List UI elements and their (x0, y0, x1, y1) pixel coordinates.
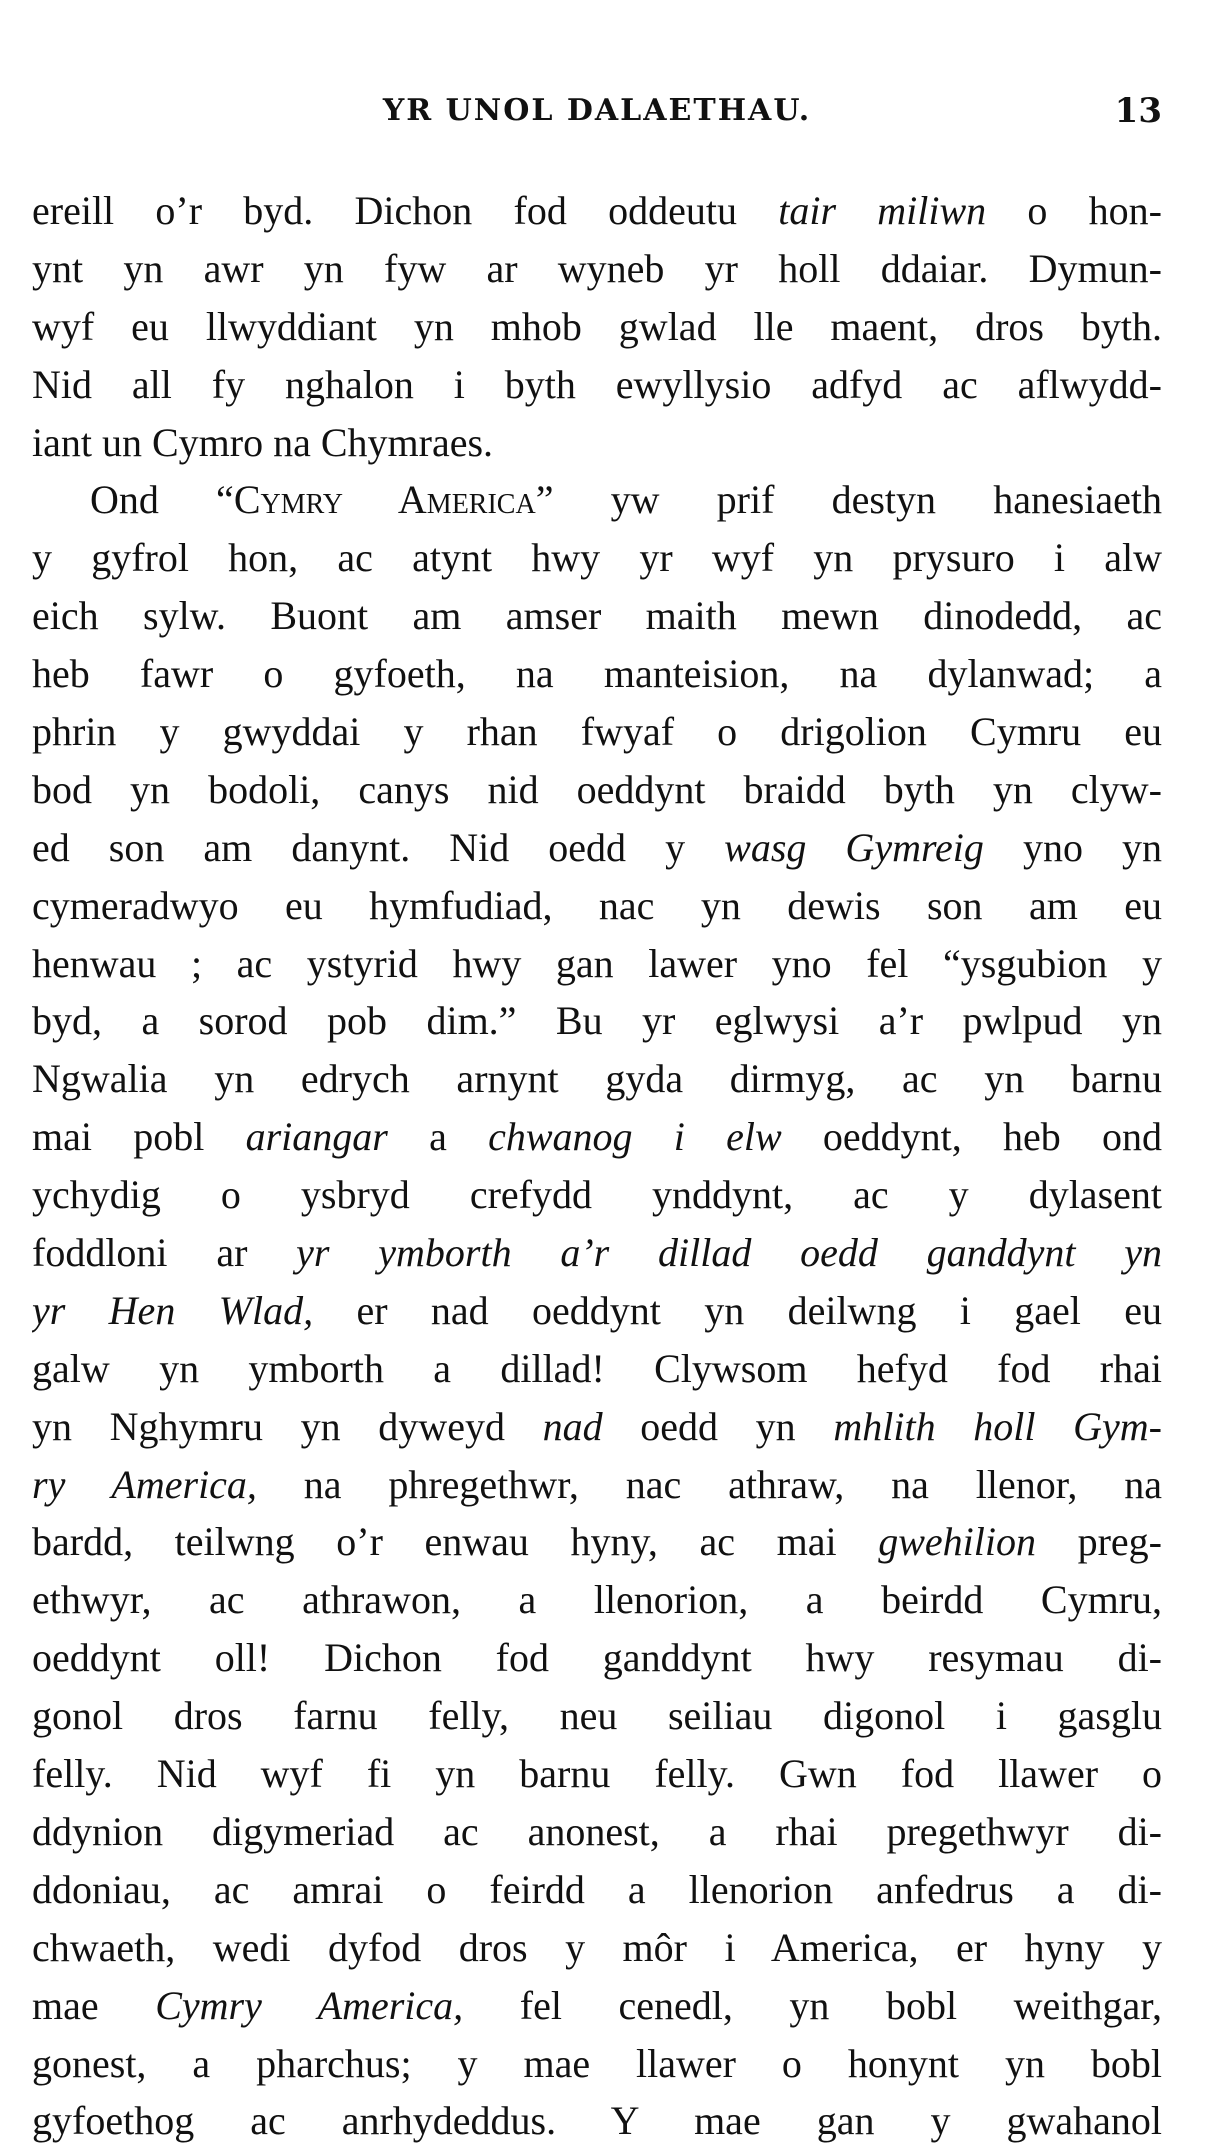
text-run: preg- (1036, 1519, 1162, 1565)
text-line (32, 819, 1162, 877)
text-line (32, 1571, 1162, 1629)
small-caps-run: Cymry America (233, 477, 536, 523)
text-run: galw yn ymborth a dillad! Clywsom hefyd fod rhai (32, 1345, 1162, 1391)
text-line (32, 1803, 1162, 1861)
text-run: iant un Cymro na Chymraes. (32, 419, 494, 465)
body-text (32, 182, 1162, 2150)
page-number: 13 (1114, 91, 1162, 131)
text-line (32, 1745, 1162, 1803)
italic-run: nad (542, 1403, 603, 1449)
text-run: eich sylw. Buont am amser maith mewn dinodedd, ac (32, 593, 1162, 639)
italic-run: gwehilion (878, 1519, 1036, 1565)
text-run: gyfoethog ac anrhydeddus. Y mae gan y gwahanol (32, 2098, 1162, 2144)
text-line (32, 1050, 1162, 1108)
text-line (32, 182, 1162, 240)
text-line (32, 1108, 1162, 1166)
text-run: ed son am danynt. Nid oedd y (32, 824, 725, 870)
italic-run: wasg Gymreig (724, 824, 984, 870)
text-run: bardd, teilwng o’r enwau hyny, ac mai (32, 1519, 879, 1565)
text-run: oedd yn (602, 1403, 834, 1449)
text-run: phrin y gwyddai y rhan fwyaf o drigolion Cymru eu (32, 709, 1162, 755)
text-line (32, 1977, 1162, 2035)
text-line (32, 1629, 1162, 1687)
text-run: foddloni ar (32, 1230, 297, 1276)
text-run: er nad oeddynt yn deilwng i gael eu (313, 1287, 1162, 1333)
text-run: henwau ; ac ystyrid hwy gan lawer yno fel “ysgubion y (32, 940, 1162, 986)
text-line (32, 587, 1162, 645)
text-line (32, 1687, 1162, 1745)
text-line (32, 1340, 1162, 1398)
text-line (32, 1398, 1162, 1456)
text-run: gonest, a pharchus; y mae llawer o honynt yn bobl (32, 2040, 1162, 2086)
text-run: heb fawr o gyfoeth, na manteision, na dylanwad; a (32, 651, 1162, 697)
text-line (32, 877, 1162, 935)
text-run: felly. Nid wyf fi yn barnu felly. Gwn fod llawer o (32, 1751, 1162, 1797)
text-run: Ngwalia yn edrych arnynt gyda dirmyg, ac yn barnu (32, 1056, 1162, 1102)
text-line (32, 414, 1162, 472)
running-head (32, 86, 1162, 136)
text-run: fel cenedl, yn bobl weithgar, (463, 1982, 1162, 2028)
text-line (32, 2092, 1162, 2150)
text-run: ddynion digymeriad ac anonest, a rhai pregethwyr di- (32, 1808, 1162, 1854)
text-run: o hon- (986, 188, 1162, 233)
italic-run: mhlith holl Gym- (833, 1403, 1162, 1449)
text-line (32, 1919, 1162, 1977)
text-line (32, 2035, 1162, 2093)
text-run: gonol dros farnu felly, neu seiliau digonol i gasglu (32, 1693, 1162, 1739)
text-run: na phregethwr, nac athraw, na llenor, na (256, 1461, 1162, 1507)
text-line (32, 1166, 1162, 1224)
text-run: yn Nghymru yn dyweyd (32, 1403, 543, 1449)
text-run: chwaeth, wedi dyfod dros y môr i America, er hyny y (32, 1924, 1162, 1970)
text-run: ychydig o ysbryd crefydd ynddynt, ac y dylasent (32, 1172, 1162, 1218)
text-run: yno yn (983, 824, 1162, 870)
italic-run: Cymry America, (155, 1982, 464, 2028)
text-run: byd, a sorod pob dim.” Bu yr eglwysi a’r pwlpud yn (32, 998, 1162, 1044)
italic-run: yr Hen Wlad, (32, 1287, 314, 1333)
text-run: a (387, 1114, 489, 1160)
text-run: oeddynt oll! Dichon fod ganddynt hwy resymau di- (32, 1635, 1162, 1681)
text-run: ereill o’r byd. Dichon fod oddeutu (32, 188, 779, 233)
text-line (32, 1282, 1162, 1340)
text-line (32, 1224, 1162, 1282)
text-run: ddoniau, ac amrai o feirdd a llenorion anfedrus a di- (32, 1866, 1162, 1912)
italic-run: yr ymborth a’r dillad oedd ganddynt yn (296, 1230, 1162, 1276)
text-run: wyf eu llwyddiant yn mhob gwlad lle maent, dros byth. (32, 303, 1162, 349)
text-line (32, 529, 1162, 587)
text-run: bod yn bodoli, canys nid oeddynt braidd byth yn clyw- (32, 766, 1162, 812)
text-run: mae (32, 1982, 156, 2028)
text-line (32, 1861, 1162, 1919)
text-run: ynt yn awr yn fyw ar wyneb yr holl ddaiar. Dymun- (32, 245, 1162, 291)
italic-run: ry America, (32, 1461, 257, 1507)
running-title: YR UNOL DALAETHAU. (382, 93, 812, 128)
text-run: oeddynt, heb ond (781, 1114, 1162, 1160)
text-run: Ond “ (90, 477, 234, 523)
italic-run: ariangar (245, 1114, 388, 1160)
text-line (32, 761, 1162, 819)
text-run: Nid all fy nghalon i byth ewyllysio adfyd ac aflwydd- (32, 361, 1162, 407)
text-line (32, 703, 1162, 761)
text-line (32, 298, 1162, 356)
text-line (32, 471, 1162, 529)
text-line (32, 992, 1162, 1050)
text-line (32, 935, 1162, 993)
text-line (32, 356, 1162, 414)
italic-run: chwanog i elw (488, 1114, 782, 1160)
text-run: cymeradwyo eu hymfudiad, nac yn dewis son am eu (32, 882, 1162, 928)
text-run: ” yw prif destyn hanesiaeth (535, 477, 1162, 523)
text-run: y gyfrol hon, ac atynt hwy yr wyf yn prysuro i alw (32, 535, 1162, 581)
text-line (32, 1513, 1162, 1571)
text-line (32, 240, 1162, 298)
italic-run: tair miliwn (778, 188, 987, 233)
text-run: mai pobl (32, 1114, 246, 1160)
text-line (32, 645, 1162, 703)
text-run: ethwyr, ac athrawon, a llenorion, a beirdd Cymru, (32, 1577, 1162, 1623)
text-line (32, 1456, 1162, 1514)
